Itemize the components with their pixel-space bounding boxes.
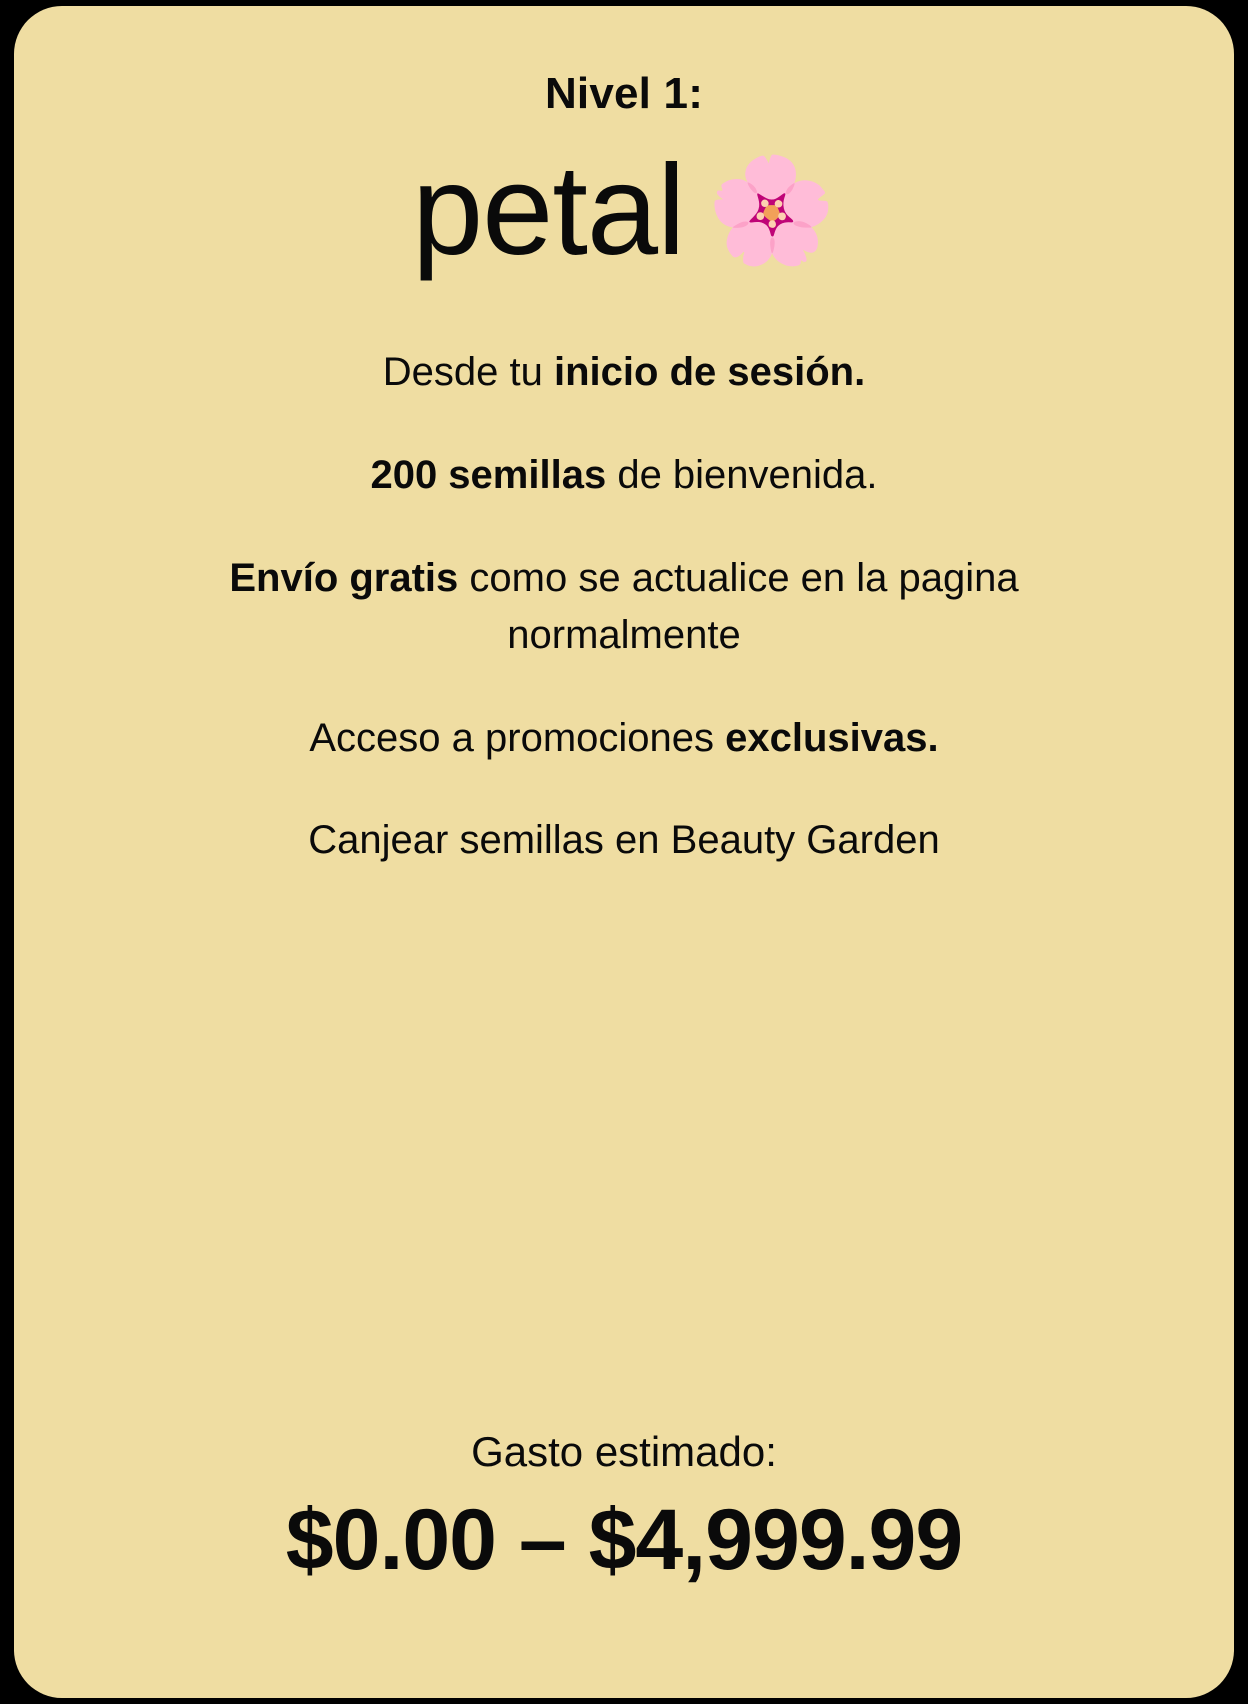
cherry-blossom-icon: 🌸 (706, 153, 837, 270)
tier-card (14, 6, 1234, 1698)
benefit-suffix: de bienvenida. (606, 453, 878, 498)
list-item (383, 344, 865, 401)
tier-name: petal (411, 139, 685, 282)
benefit-prefix: Desde tu (382, 350, 554, 395)
benefit-highlight: exclusivas. (725, 715, 939, 760)
benefit-prefix: Canjear semillas en Beauty Garden (308, 818, 940, 863)
list-item (308, 812, 939, 869)
benefit-prefix: Acceso a promociones (309, 715, 726, 760)
estimated-spend-block (14, 1427, 1234, 1590)
benefits-list (94, 344, 1154, 869)
tier-level-label: Nivel 1: (544, 69, 704, 118)
tier-name-row (411, 139, 837, 282)
list-item (370, 447, 877, 504)
benefit-highlight: Envío gratis (229, 555, 459, 600)
benefit-highlight: inicio de sesión. (554, 350, 866, 395)
estimated-spend-label: Gasto estimado: (471, 1427, 777, 1475)
estimated-spend-range: $0.00 – $4,999.99 (285, 1492, 963, 1589)
benefit-highlight: 200 semillas (370, 453, 607, 498)
list-item (144, 550, 1104, 664)
list-item (309, 710, 938, 767)
benefit-suffix: como se actualice en la pagina normalmente (458, 555, 1019, 657)
